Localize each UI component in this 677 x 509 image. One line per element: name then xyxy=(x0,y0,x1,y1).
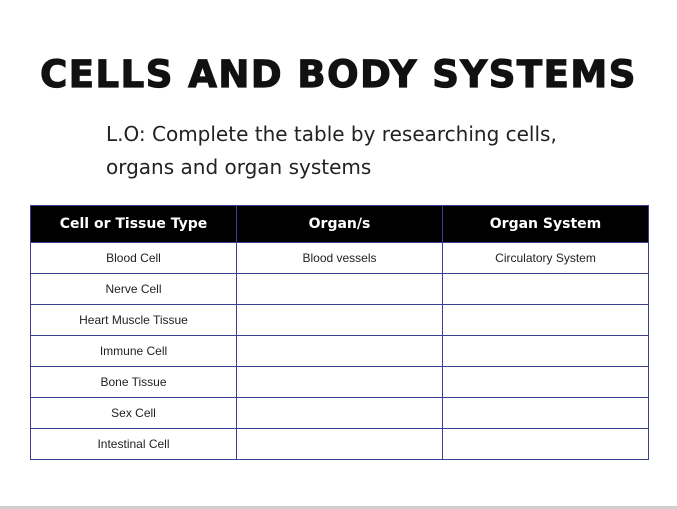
table-row xyxy=(31,398,649,429)
cell-type: Intestinal Cell xyxy=(31,429,237,460)
table-row xyxy=(31,305,649,336)
cell-type: Heart Muscle Tissue xyxy=(31,305,237,336)
research-table xyxy=(30,205,649,460)
organs-cell[interactable]: Blood vessels xyxy=(237,243,443,274)
organs-cell[interactable] xyxy=(237,274,443,305)
cell-type: Immune Cell xyxy=(31,336,237,367)
organs-cell[interactable] xyxy=(237,398,443,429)
table-row xyxy=(31,429,649,460)
objective-line-1: L.O: Complete the table by researching cells, xyxy=(106,122,557,146)
organ-system-cell[interactable]: Circulatory System xyxy=(443,243,649,274)
organ-system-cell[interactable] xyxy=(443,305,649,336)
organs-cell[interactable] xyxy=(237,429,443,460)
table-row xyxy=(31,336,649,367)
table-row xyxy=(31,274,649,305)
table-row xyxy=(31,243,649,274)
cell-type: Sex Cell xyxy=(31,398,237,429)
organs-cell[interactable] xyxy=(237,336,443,367)
header-cell-type: Cell or Tissue Type xyxy=(31,206,237,243)
cell-type: Nerve Cell xyxy=(31,274,237,305)
cell-type: Blood Cell xyxy=(31,243,237,274)
objective-line-2: organs and organ systems xyxy=(106,155,372,179)
organs-cell[interactable] xyxy=(237,305,443,336)
organs-cell[interactable] xyxy=(237,367,443,398)
header-organ-system: Organ System xyxy=(443,206,649,243)
table-row xyxy=(31,367,649,398)
cell-type: Bone Tissue xyxy=(31,367,237,398)
learning-objective xyxy=(106,118,646,184)
organ-system-cell[interactable] xyxy=(443,398,649,429)
organ-system-cell[interactable] xyxy=(443,336,649,367)
organ-system-cell[interactable] xyxy=(443,367,649,398)
page-title: CELLS AND BODY SYSTEMS xyxy=(40,53,637,96)
header-organs: Organ/s xyxy=(237,206,443,243)
table-header-row xyxy=(31,206,649,243)
organ-system-cell[interactable] xyxy=(443,429,649,460)
organ-system-cell[interactable] xyxy=(443,274,649,305)
